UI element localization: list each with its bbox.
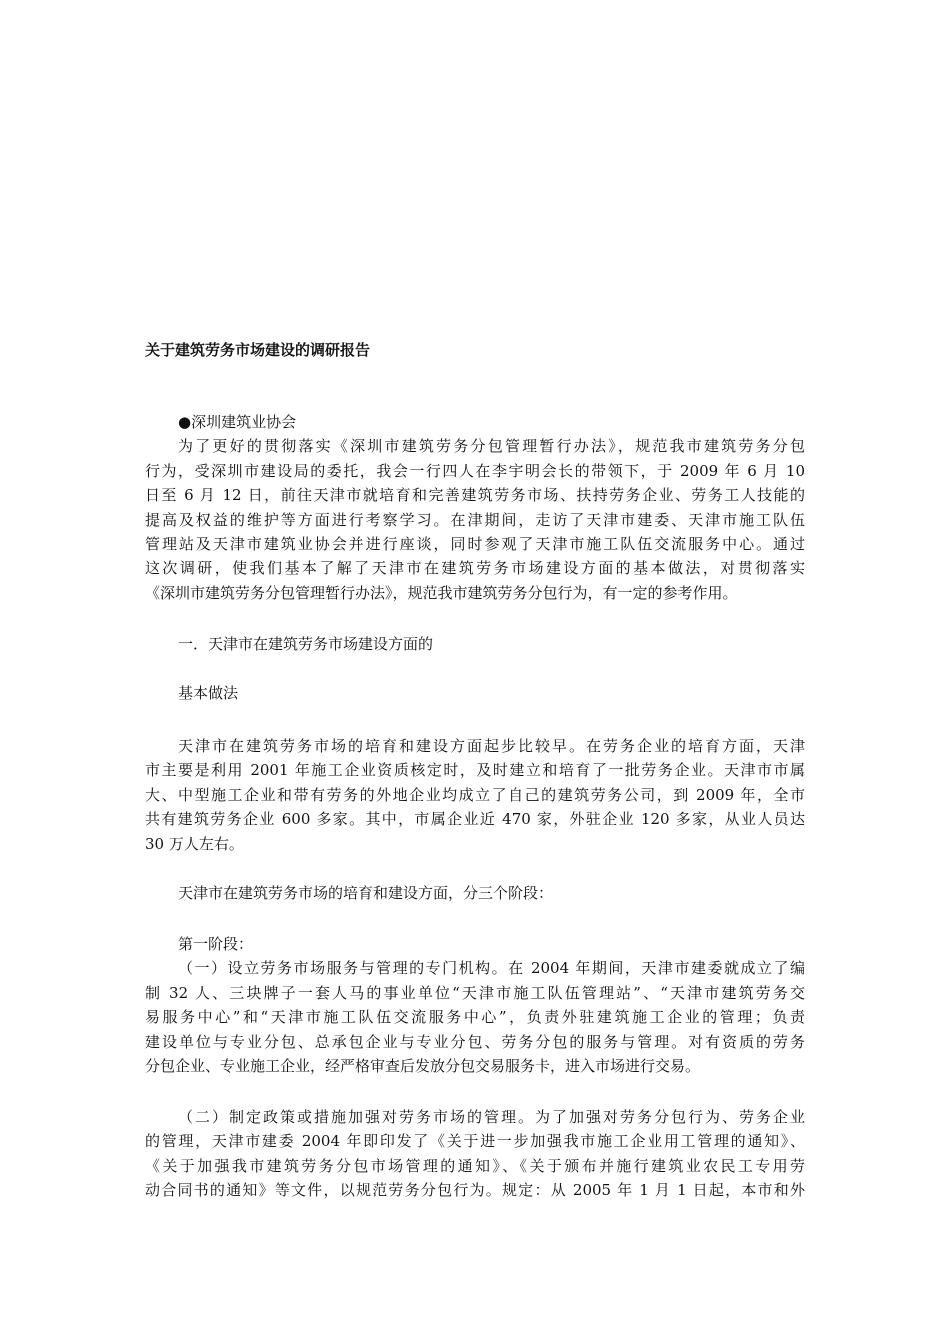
para2-line: 天津市在建筑劳务市场的培育和建设方面，分三个阶段： (178, 884, 554, 902)
item2-line: 的管理，天津市建委 2004 年即印发了《关于进一步加强我市施工企业用工管理的通知》、 (145, 1132, 805, 1151)
intro-line: 提高及权益的维护等方面进行考察学习。在津期间，走访了天津市建委、天津市施工队伍 (145, 510, 805, 529)
item1-line: 制 32 人、三块牌子一套人马的事业单位“天津市施工队伍管理站”、“天津市建筑劳务交 (145, 983, 805, 1002)
stage1-heading: 第一阶段： (178, 935, 254, 953)
para1-line: 天津市在建筑劳务市场的培育和建设方面起步比较早。在劳务企业的培育方面，天津 (178, 737, 805, 755)
item2-line: （二）制定政策或措施加强对劳务市场的管理。为了加强对劳务分包行为、劳务企业 (178, 1108, 805, 1126)
paragraph-2 (145, 881, 805, 905)
stage1-section (145, 932, 805, 1078)
intro-line: 管理站及天津市建筑业协会并进行座谈，同时参观了天津市施工队伍交流服务中心。通过 (145, 534, 805, 553)
item2-section (145, 1105, 805, 1203)
intro-line: 为了更好的贯彻落实《深圳市建筑劳务分包管理暂行办法》，规范我市建筑劳务分包 (178, 437, 805, 456)
paragraph-1 (145, 734, 805, 856)
item1-line: 分包企业、专业施工企业，经严格审查后发放分包交易服务卡，进入市场进行交易。 (145, 1056, 701, 1075)
section1-heading-b (145, 681, 805, 705)
intro-section (145, 410, 805, 605)
item2-line: 《关于加强我市建筑劳务分包市场管理的通知》、《关于颁布并施行建筑业农民工专用劳 (145, 1156, 805, 1175)
item1-line: 建设单位与专业分包、总承包企业与专业分包、劳务分包的服务与管理。对有资质的劳务 (145, 1032, 805, 1051)
author-line: ●深圳建筑业协会 (178, 413, 297, 431)
section1-heading-a-text: 一．天津市在建筑劳务市场建设方面的 (178, 635, 434, 653)
section1-heading-b-text: 基本做法 (178, 684, 239, 702)
item1-line: （一）设立劳务市场服务与管理的专门机构。在 2004 年期间，天津市建委就成立了编 (178, 959, 805, 978)
item1-line: 易服务中心”和“天津市施工队伍交流服务中心”，负责外驻建筑施工企业的管理；负责 (145, 1008, 805, 1027)
para1-line: 30 万人左右。 (145, 834, 244, 853)
section1-heading-a (145, 632, 805, 656)
intro-line: 《深圳市建筑劳务分包管理暂行办法》，规范我市建筑劳务分包行为，有一定的参考作用。 (145, 583, 738, 602)
intro-line: 行为，受深圳市建设局的委托，我会一行四人在李宇明会长的带领下，于 2009 年 6 月 10 (145, 461, 805, 480)
intro-line: 这次调研，使我们基本了解了天津市在建筑劳务市场建设方面的基本做法，对贯彻落实 (145, 559, 805, 578)
item2-line: 动合同书的通知》等文件，以规范劳务分包行为。规定：从 2005 年 1 月 1 日起，本市和外 (145, 1181, 805, 1200)
document-title: 关于建筑劳务市场建设的调研报告 (145, 341, 371, 359)
para1-line: 大、中型施工企业和带有劳务的外地企业均成立了自己的建筑劳务公司，到 2009 年，全市 (145, 785, 805, 804)
para1-line: 市主要是利用 2001 年施工企业资质核定时，及时建立和培育了一批劳务企业。天津市市属 (145, 761, 805, 780)
intro-line: 日至 6 月 12 日，前往天津市就培育和完善建筑劳务市场、扶持劳务企业、劳务工人技能的 (145, 486, 805, 505)
para1-line: 共有建筑劳务企业 600 多家。其中，市属企业近 470 家，外驻企业 120 多家，从业人员达 (145, 810, 805, 829)
